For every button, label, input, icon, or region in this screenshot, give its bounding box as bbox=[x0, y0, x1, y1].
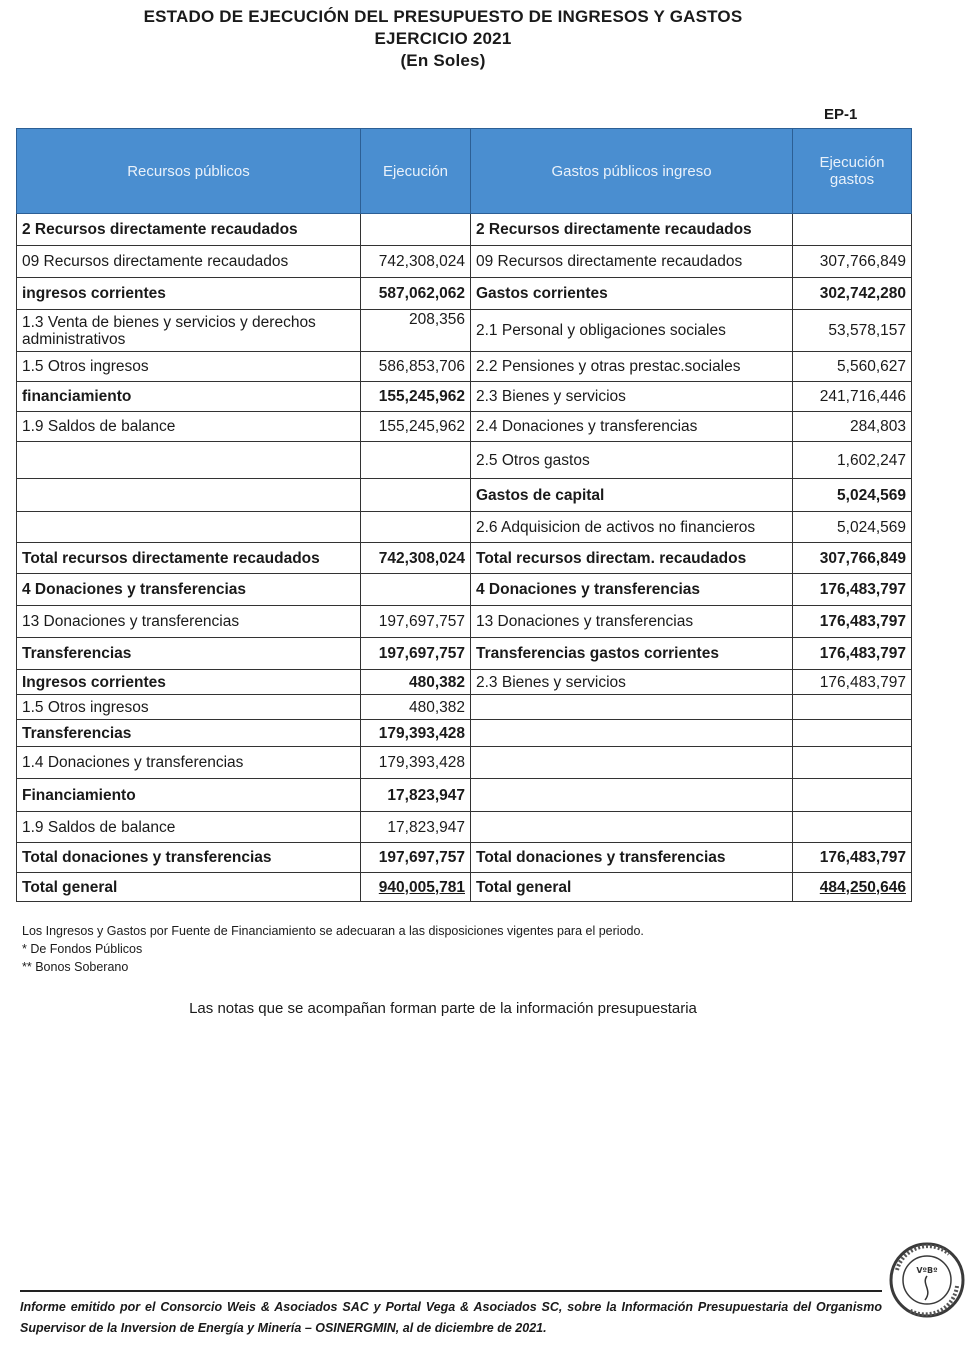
cell-gasto: Total recursos directam. recaudados bbox=[471, 543, 793, 574]
cell-recurso: 09 Recursos directamente recaudados bbox=[17, 246, 361, 278]
svg-text:VºBº: VºBº bbox=[916, 1266, 938, 1275]
page-subtitle: EJERCICIO 2021 bbox=[374, 29, 512, 48]
cell-ejecucion-gasto: 284,803 bbox=[793, 412, 912, 442]
cell-recurso: Total donaciones y transferencias bbox=[17, 843, 361, 873]
table-row bbox=[17, 214, 912, 246]
auditor-seal-icon bbox=[887, 1240, 967, 1320]
cell-recurso: Transferencias bbox=[17, 638, 361, 670]
cell-recurso: financiamiento bbox=[17, 382, 361, 412]
cell-ejecucion-gasto: 241,716,446 bbox=[793, 382, 912, 412]
cell-recurso: Financiamiento bbox=[17, 779, 361, 812]
note-line-1: Los Ingresos y Gastos por Fuente de Financiamiento se adecuaran a las disposiciones vigentes para el periodo. bbox=[22, 924, 644, 938]
header-recursos-publicos: Recursos públicos bbox=[17, 129, 361, 214]
cell-ejecucion: 742,308,024 bbox=[361, 543, 471, 574]
cell-gasto bbox=[471, 695, 793, 720]
cell-ejecucion: 197,697,757 bbox=[361, 638, 471, 670]
table-row bbox=[17, 606, 912, 638]
cell-ejecucion: 197,697,757 bbox=[361, 606, 471, 638]
cell-recurso bbox=[17, 479, 361, 512]
statement-code: EP-1 bbox=[824, 106, 858, 123]
cell-recurso: 1.5 Otros ingresos bbox=[17, 352, 361, 382]
cell-ejecucion-gasto: 5,024,569 bbox=[793, 512, 912, 543]
table-row bbox=[17, 246, 912, 278]
cell-ejecucion-gasto bbox=[793, 695, 912, 720]
cell-ejecucion: 587,062,062 bbox=[361, 278, 471, 310]
cell-recurso: 1.9 Saldos de balance bbox=[17, 412, 361, 442]
cell-gasto bbox=[471, 779, 793, 812]
table-row bbox=[17, 747, 912, 779]
cell-ejecucion: 480,382 bbox=[361, 695, 471, 720]
table-row bbox=[17, 574, 912, 606]
cell-ejecucion: 586,853,706 bbox=[361, 352, 471, 382]
cell-ejecucion-gasto: 484,250,646 bbox=[793, 873, 912, 902]
cell-gasto: 2.4 Donaciones y transferencias bbox=[471, 412, 793, 442]
cell-gasto bbox=[471, 747, 793, 779]
table-row bbox=[17, 442, 912, 479]
table-row bbox=[17, 695, 912, 720]
cell-ejecucion-gasto bbox=[793, 812, 912, 843]
table-row bbox=[17, 779, 912, 812]
cell-ejecucion-gasto: 1,602,247 bbox=[793, 442, 912, 479]
cell-gasto: 2.1 Personal y obligaciones sociales bbox=[471, 310, 793, 352]
cell-ejecucion-gasto bbox=[793, 747, 912, 779]
cell-gasto: 4 Donaciones y transferencias bbox=[471, 574, 793, 606]
cell-gasto: Transferencias gastos corrientes bbox=[471, 638, 793, 670]
table-row bbox=[17, 512, 912, 543]
header-ejecucion: Ejecución bbox=[361, 129, 471, 214]
cell-recurso: 13 Donaciones y transferencias bbox=[17, 606, 361, 638]
cell-ejecucion-gasto: 307,766,849 bbox=[793, 543, 912, 574]
table-row bbox=[17, 382, 912, 412]
cell-ejecucion-gasto: 176,483,797 bbox=[793, 670, 912, 695]
cell-ejecucion bbox=[361, 442, 471, 479]
table-row bbox=[17, 310, 912, 352]
table-header-row bbox=[17, 129, 912, 214]
cell-ejecucion: 155,245,962 bbox=[361, 382, 471, 412]
table-row bbox=[17, 812, 912, 843]
cell-recurso: ingresos corrientes bbox=[17, 278, 361, 310]
cell-gasto: 2.5 Otros gastos bbox=[471, 442, 793, 479]
cell-gasto bbox=[471, 812, 793, 843]
table-row bbox=[17, 543, 912, 574]
table-row bbox=[17, 670, 912, 695]
cell-gasto: 2.3 Bienes y servicios bbox=[471, 670, 793, 695]
cell-recurso bbox=[17, 442, 361, 479]
table-row bbox=[17, 278, 912, 310]
cell-recurso: 1.4 Donaciones y transferencias bbox=[17, 747, 361, 779]
cell-recurso: 4 Donaciones y transferencias bbox=[17, 574, 361, 606]
note-line-2: * De Fondos Públicos bbox=[22, 942, 143, 956]
note-line-3: ** Bonos Soberano bbox=[22, 960, 129, 974]
cell-recurso: 1.3 Venta de bienes y servicios y derechos administrativos bbox=[17, 310, 361, 352]
cell-ejecucion-gasto bbox=[793, 779, 912, 812]
cell-recurso: Total general bbox=[17, 873, 361, 902]
header-gastos-publicos: Gastos públicos ingreso bbox=[471, 129, 793, 214]
table-row bbox=[17, 352, 912, 382]
cell-ejecucion: 17,823,947 bbox=[361, 812, 471, 843]
cell-ejecucion-gasto: 5,560,627 bbox=[793, 352, 912, 382]
notes-statement: Las notas que se acompañan forman parte de la información presupuestaria bbox=[189, 1000, 697, 1017]
cell-gasto: 2.2 Pensiones y otras prestac.sociales bbox=[471, 352, 793, 382]
cell-gasto bbox=[471, 720, 793, 747]
cell-recurso: 1.5 Otros ingresos bbox=[17, 695, 361, 720]
title-block bbox=[0, 6, 886, 72]
cell-recurso: Total recursos directamente recaudados bbox=[17, 543, 361, 574]
cell-ejecucion-gasto: 176,483,797 bbox=[793, 574, 912, 606]
cell-ejecucion-gasto: 176,483,797 bbox=[793, 606, 912, 638]
cell-ejecucion: 940,005,781 bbox=[361, 873, 471, 902]
cell-ejecucion-gasto: 53,578,157 bbox=[793, 310, 912, 352]
cell-ejecucion: 197,697,757 bbox=[361, 843, 471, 873]
table-row bbox=[17, 873, 912, 902]
cell-gasto: Total general bbox=[471, 873, 793, 902]
page-title: ESTADO DE EJECUCIÓN DEL PRESUPUESTO DE INGRESOS Y GASTOS bbox=[143, 7, 743, 26]
cell-ejecucion: 480,382 bbox=[361, 670, 471, 695]
page-units: (En Soles) bbox=[400, 51, 486, 70]
table-row bbox=[17, 412, 912, 442]
header-ejecucion-gastos-line1: Ejecución bbox=[819, 154, 885, 171]
cell-ejecucion-gasto: 302,742,280 bbox=[793, 278, 912, 310]
cell-gasto: 09 Recursos directamente recaudados bbox=[471, 246, 793, 278]
cell-recurso: 2 Recursos directamente recaudados bbox=[17, 214, 361, 246]
table-row bbox=[17, 843, 912, 873]
cell-ejecucion bbox=[361, 479, 471, 512]
cell-ejecucion: 155,245,962 bbox=[361, 412, 471, 442]
cell-ejecucion-gasto bbox=[793, 214, 912, 246]
budget-table bbox=[16, 128, 912, 902]
cell-ejecucion-gasto: 5,024,569 bbox=[793, 479, 912, 512]
cell-ejecucion-gasto: 176,483,797 bbox=[793, 843, 912, 873]
cell-ejecucion bbox=[361, 512, 471, 543]
cell-ejecucion: 179,393,428 bbox=[361, 720, 471, 747]
cell-gasto: Total donaciones y transferencias bbox=[471, 843, 793, 873]
cell-recurso: Transferencias bbox=[17, 720, 361, 747]
cell-gasto: 2 Recursos directamente recaudados bbox=[471, 214, 793, 246]
table-row bbox=[17, 479, 912, 512]
cell-ejecucion: 208,356 bbox=[361, 310, 471, 352]
cell-ejecucion-gasto bbox=[793, 720, 912, 747]
footer-divider bbox=[20, 1290, 882, 1292]
cell-ejecucion-gasto: 176,483,797 bbox=[793, 638, 912, 670]
footer-text: Informe emitido por el Consorcio Weis & Asociados SAC y Portal Vega & Asociados SC, sobre la Información Presupuestaria del Organismo Supervisor de la Inversion de Energía y Minería – OSINERGMIN, al de diciembre de 2021. bbox=[20, 1300, 882, 1335]
cell-ejecucion-gasto: 307,766,849 bbox=[793, 246, 912, 278]
cell-gasto: Gastos de capital bbox=[471, 479, 793, 512]
cell-recurso: 1.9 Saldos de balance bbox=[17, 812, 361, 843]
cell-ejecucion bbox=[361, 214, 471, 246]
cell-recurso: Ingresos corrientes bbox=[17, 670, 361, 695]
header-ejecucion-gastos bbox=[793, 129, 912, 214]
cell-recurso bbox=[17, 512, 361, 543]
cell-ejecucion: 179,393,428 bbox=[361, 747, 471, 779]
table-row bbox=[17, 638, 912, 670]
cell-gasto: 13 Donaciones y transferencias bbox=[471, 606, 793, 638]
cell-gasto: 2.3 Bienes y servicios bbox=[471, 382, 793, 412]
cell-ejecucion: 742,308,024 bbox=[361, 246, 471, 278]
cell-ejecucion: 17,823,947 bbox=[361, 779, 471, 812]
table-row bbox=[17, 720, 912, 747]
cell-ejecucion bbox=[361, 574, 471, 606]
header-ejecucion-gastos-line2: gastos bbox=[829, 171, 875, 188]
cell-gasto: Gastos corrientes bbox=[471, 278, 793, 310]
cell-gasto: 2.6 Adquisicion de activos no financieros bbox=[471, 512, 793, 543]
